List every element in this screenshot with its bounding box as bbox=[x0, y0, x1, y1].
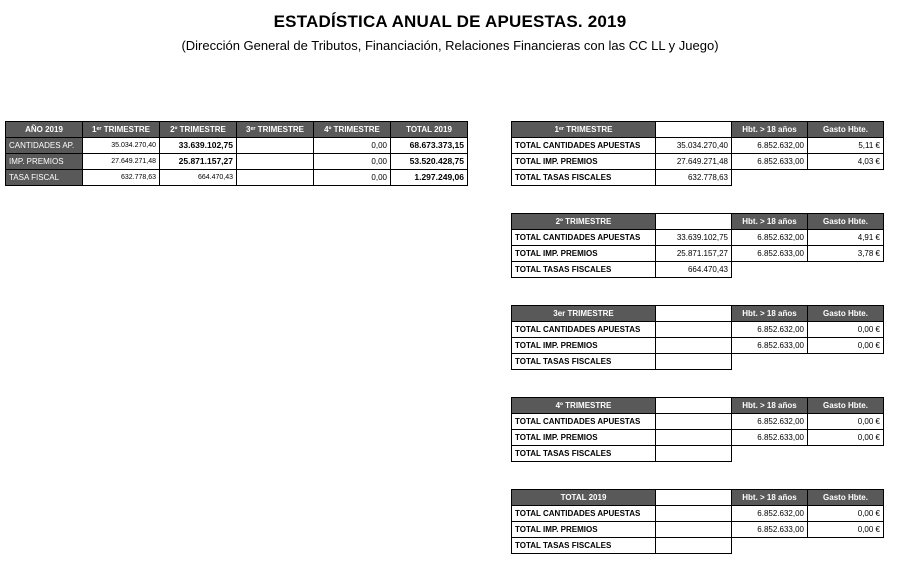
column-header: Gasto Hbte. bbox=[808, 398, 884, 414]
table-cell: 27.649.271,48 bbox=[656, 154, 732, 170]
table-header-row bbox=[6, 122, 468, 138]
page-title: ESTADÍSTICA ANUAL DE APUESTAS. 2019 bbox=[273, 12, 627, 31]
table-cell: 664.470,43 bbox=[160, 170, 237, 186]
table-row bbox=[6, 138, 468, 154]
row-label: TOTAL TASAS FISCALES bbox=[512, 538, 656, 554]
table-cell bbox=[237, 154, 314, 170]
column-header: Hbt. > 18 años bbox=[732, 398, 808, 414]
table-row bbox=[512, 170, 884, 186]
row-label: TOTAL IMP. PREMIOS bbox=[512, 154, 656, 170]
table-row bbox=[512, 246, 884, 262]
table-row bbox=[6, 154, 468, 170]
table-cell: 6.852.633,00 bbox=[732, 522, 808, 538]
row-label: TASA FISCAL bbox=[6, 170, 83, 186]
blank-header bbox=[656, 306, 732, 322]
row-label: TOTAL IMP. PREMIOS bbox=[512, 246, 656, 262]
table-cell: 6.852.633,00 bbox=[732, 246, 808, 262]
table-cell: 0,00 € bbox=[808, 338, 884, 354]
table-cell bbox=[656, 354, 732, 370]
table-cell: 632.778,63 bbox=[656, 170, 732, 186]
row-label: TOTAL CANTIDADES APUESTAS bbox=[512, 322, 656, 338]
table-header-row bbox=[512, 398, 884, 414]
table-row bbox=[512, 414, 884, 430]
table-row bbox=[512, 430, 884, 446]
table-cell: 0,00 € bbox=[808, 414, 884, 430]
row-label: TOTAL TASAS FISCALES bbox=[512, 262, 656, 278]
row-label: TOTAL TASAS FISCALES bbox=[512, 354, 656, 370]
row-label: TOTAL TASAS FISCALES bbox=[512, 170, 656, 186]
quarter-table-3 bbox=[511, 305, 884, 370]
quarter-title: 4º TRIMESTRE bbox=[512, 398, 656, 414]
page-subtitle: (Dirección General de Tributos, Financiación, Relaciones Financieras con las CC LL y Juego) bbox=[181, 38, 719, 53]
column-header: Gasto Hbte. bbox=[808, 306, 884, 322]
table-cell: 4,91 € bbox=[808, 230, 884, 246]
table-cell: 27.649.271,48 bbox=[83, 154, 160, 170]
table-cell bbox=[656, 338, 732, 354]
table-header-row bbox=[512, 306, 884, 322]
table-cell bbox=[656, 446, 732, 462]
row-label: TOTAL TASAS FISCALES bbox=[512, 446, 656, 462]
table-cell bbox=[656, 414, 732, 430]
blank-header bbox=[656, 122, 732, 138]
blank-header bbox=[656, 490, 732, 506]
column-header: Gasto Hbte. bbox=[808, 490, 884, 506]
table-cell: 35.034.270,40 bbox=[83, 138, 160, 154]
column-header: Hbt. > 18 años bbox=[732, 214, 808, 230]
table-row bbox=[512, 506, 884, 522]
annual-summary-table bbox=[5, 121, 468, 186]
table-cell: 0,00 € bbox=[808, 506, 884, 522]
table-cell: 1.297.249,06 bbox=[391, 170, 468, 186]
column-header: 3ᵉʳ TRIMESTRE bbox=[237, 122, 314, 138]
column-header: Gasto Hbte. bbox=[808, 122, 884, 138]
column-header: 2º TRIMESTRE bbox=[160, 122, 237, 138]
table-row bbox=[512, 538, 884, 554]
total-year-table bbox=[511, 489, 884, 554]
table-header-row bbox=[512, 490, 884, 506]
table-row bbox=[512, 354, 884, 370]
table-row bbox=[512, 522, 884, 538]
table-row bbox=[512, 230, 884, 246]
row-label: TOTAL IMP. PREMIOS bbox=[512, 522, 656, 538]
table-cell: 0,00 bbox=[314, 154, 391, 170]
column-header: 1ᵉʳ TRIMESTRE bbox=[83, 122, 160, 138]
quarter-table-4 bbox=[511, 397, 884, 462]
table-cell: 6.852.632,00 bbox=[732, 322, 808, 338]
table-cell bbox=[656, 430, 732, 446]
quarter-title: 1ᵉʳ TRIMESTRE bbox=[512, 122, 656, 138]
blank-header bbox=[656, 398, 732, 414]
table-cell: 53.520.428,75 bbox=[391, 154, 468, 170]
table-header-row bbox=[512, 214, 884, 230]
column-header: Hbt. > 18 años bbox=[732, 122, 808, 138]
table-cell: 6.852.632,00 bbox=[732, 138, 808, 154]
blank-header bbox=[656, 214, 732, 230]
quarter-title: 3er TRIMESTRE bbox=[512, 306, 656, 322]
table-cell: 33.639.102,75 bbox=[656, 230, 732, 246]
table-row bbox=[6, 170, 468, 186]
table-cell: 0,00 € bbox=[808, 522, 884, 538]
row-label: IMP. PREMIOS bbox=[6, 154, 83, 170]
row-label: TOTAL IMP. PREMIOS bbox=[512, 430, 656, 446]
column-header: Gasto Hbte. bbox=[808, 214, 884, 230]
table-row bbox=[512, 154, 884, 170]
table-row bbox=[512, 338, 884, 354]
table-cell bbox=[656, 506, 732, 522]
column-header: AÑO 2019 bbox=[6, 122, 83, 138]
table-cell: 6.852.632,00 bbox=[732, 414, 808, 430]
column-header: TOTAL 2019 bbox=[391, 122, 468, 138]
table-header-row bbox=[512, 122, 884, 138]
table-cell: 0,00 bbox=[314, 170, 391, 186]
table-cell: 25.871.157,27 bbox=[656, 246, 732, 262]
table-cell bbox=[656, 322, 732, 338]
row-label: TOTAL CANTIDADES APUESTAS bbox=[512, 414, 656, 430]
column-header: Hbt. > 18 años bbox=[732, 490, 808, 506]
table-cell: 664.470,43 bbox=[656, 262, 732, 278]
table-cell: 0,00 € bbox=[808, 322, 884, 338]
table-row bbox=[512, 446, 884, 462]
table-cell: 4,03 € bbox=[808, 154, 884, 170]
row-label: TOTAL CANTIDADES APUESTAS bbox=[512, 230, 656, 246]
table-cell: 5,11 € bbox=[808, 138, 884, 154]
table-cell: 6.852.632,00 bbox=[732, 230, 808, 246]
row-label: TOTAL IMP. PREMIOS bbox=[512, 338, 656, 354]
quarter-table-2 bbox=[511, 213, 884, 278]
column-header: 4º TRIMESTRE bbox=[314, 122, 391, 138]
table-cell bbox=[656, 538, 732, 554]
table-cell bbox=[656, 522, 732, 538]
quarter-table-1 bbox=[511, 121, 884, 186]
quarter-title: 2º TRIMESTRE bbox=[512, 214, 656, 230]
row-label: CANTIDADES AP. bbox=[6, 138, 83, 154]
quarter-title: TOTAL 2019 bbox=[512, 490, 656, 506]
table-cell: 68.673.373,15 bbox=[391, 138, 468, 154]
table-cell bbox=[237, 138, 314, 154]
column-header: Hbt. > 18 años bbox=[732, 306, 808, 322]
table-cell: 6.852.632,00 bbox=[732, 506, 808, 522]
table-cell: 0,00 € bbox=[808, 430, 884, 446]
table-row bbox=[512, 262, 884, 278]
table-cell: 33.639.102,75 bbox=[160, 138, 237, 154]
table-cell: 6.852.633,00 bbox=[732, 430, 808, 446]
table-row bbox=[512, 138, 884, 154]
table-cell bbox=[237, 170, 314, 186]
table-cell: 35.034.270,40 bbox=[656, 138, 732, 154]
table-row bbox=[512, 322, 884, 338]
table-cell: 3,78 € bbox=[808, 246, 884, 262]
row-label: TOTAL CANTIDADES APUESTAS bbox=[512, 506, 656, 522]
table-cell: 25.871.157,27 bbox=[160, 154, 237, 170]
table-cell: 6.852.633,00 bbox=[732, 338, 808, 354]
table-cell: 632.778,63 bbox=[83, 170, 160, 186]
table-cell: 6.852.633,00 bbox=[732, 154, 808, 170]
table-cell: 0,00 bbox=[314, 138, 391, 154]
row-label: TOTAL CANTIDADES APUESTAS bbox=[512, 138, 656, 154]
